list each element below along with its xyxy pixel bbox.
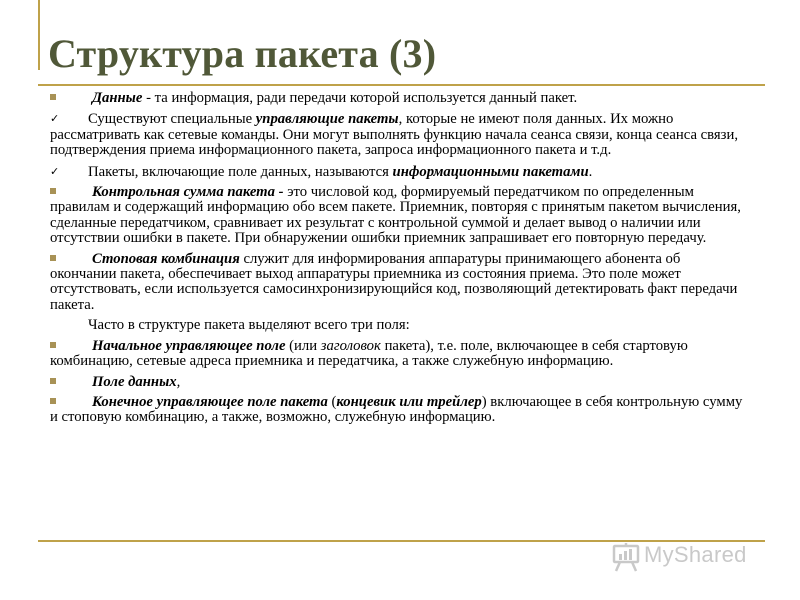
term-data: Данные bbox=[92, 90, 143, 106]
paragraph-trailer-field bbox=[50, 395, 750, 426]
square-bullet-icon bbox=[50, 188, 56, 194]
paragraph-three-fields bbox=[50, 318, 750, 333]
data-definition-text: та информация, ради передачи которой используется данный пакет. bbox=[154, 90, 578, 106]
frame-vertical-line bbox=[38, 0, 40, 70]
square-bullet-icon bbox=[50, 94, 56, 100]
site-logo bbox=[612, 542, 772, 572]
slide-content bbox=[50, 91, 750, 431]
stop-combination-text: служит для информирования аппаратуры принимающего абонента об окончании пакета, обеспечивает выход аппаратуры приемника из состояния приема. Это поле может отсутствовать, если используется самосинхронизирующийся код, позволяющий детектировать факт передачи пакета. bbox=[50, 250, 738, 313]
trailer-field-text-1: ( bbox=[327, 393, 337, 410]
header-field-text-2: пакета), т.е. поле, включающее в себя стартовую комбинацию, сетевые адреса приемника и передатчика, а также служебную информацию. bbox=[50, 337, 688, 370]
trailer-field-text-2: ) включающее в себя контрольную сумму и стоповую комбинацию, а также, возможно, служебную информацию. bbox=[50, 393, 743, 426]
paragraph-data-field bbox=[50, 375, 750, 390]
paragraph-checksum bbox=[50, 185, 750, 247]
square-bullet-icon bbox=[50, 378, 56, 384]
checksum-text: это числовой код, формируемый передатчиком по определенным правилам и содержащий информацию обо всем пакете. Приемник, повторяя с принятым пакетом вычисления, сделанные передатчиком, сравнивает их результат с контрольной суммой и делает вывод о наличии или отсутствии ошибки в пакете. При обнаружении ошибки приемник запрашивает его повторную передачу. bbox=[50, 184, 741, 247]
term-header-field: Начальное управляющее поле bbox=[92, 337, 286, 354]
control-packets-text-1: Существуют специальные bbox=[88, 111, 256, 128]
presentation-board-icon bbox=[612, 542, 640, 572]
paragraph-information-packets bbox=[50, 164, 750, 180]
paragraph-control-packets bbox=[50, 111, 750, 158]
term-information-packets: информационными пакетами bbox=[392, 163, 589, 180]
paragraph-header-field bbox=[50, 339, 750, 370]
data-field-comma: , bbox=[176, 373, 181, 390]
information-packets-text-2: . bbox=[588, 163, 593, 180]
paragraph-stop-combination bbox=[50, 252, 750, 314]
term-dash: - bbox=[142, 90, 155, 106]
term-header: заголовок bbox=[320, 337, 381, 354]
square-bullet-icon bbox=[50, 255, 56, 261]
control-packets-text-2: , которые не имеют поля данных. Их можно рассматривать как сетевые команды. Они могут выполнять функцию начала сеанса связи, конца сеанса связи, подтверждения приема информационного пакета, запроса информационного пакета и т.д. bbox=[50, 111, 738, 159]
slide-title: Структура пакета (3) bbox=[48, 31, 437, 76]
term-stop-combination: Стоповая комбинация bbox=[92, 250, 240, 267]
square-bullet-icon bbox=[50, 342, 56, 348]
checkmark-bullet-icon: ✓ bbox=[50, 164, 60, 178]
paragraph-data-definition bbox=[50, 91, 750, 106]
checkmark-bullet-icon: ✓ bbox=[50, 112, 60, 126]
term-checksum: Контрольная сумма пакета - bbox=[92, 184, 284, 201]
three-fields-text: Часто в структуре пакета выделяют всего три поля: bbox=[88, 317, 410, 334]
term-control-packets: управляющие пакеты bbox=[255, 111, 399, 128]
term-trailer-field: Конечное управляющее поле пакета bbox=[92, 393, 328, 410]
information-packets-text-1: Пакеты, включающие поле данных, называются bbox=[88, 163, 393, 180]
term-trailer: концевик или трейлер bbox=[336, 393, 482, 410]
logo-text: MyShared bbox=[644, 542, 747, 567]
header-field-text-1: (или bbox=[285, 337, 321, 354]
title-divider-line bbox=[38, 84, 765, 86]
term-data-field: Поле данных bbox=[92, 373, 177, 390]
square-bullet-icon bbox=[50, 398, 56, 404]
